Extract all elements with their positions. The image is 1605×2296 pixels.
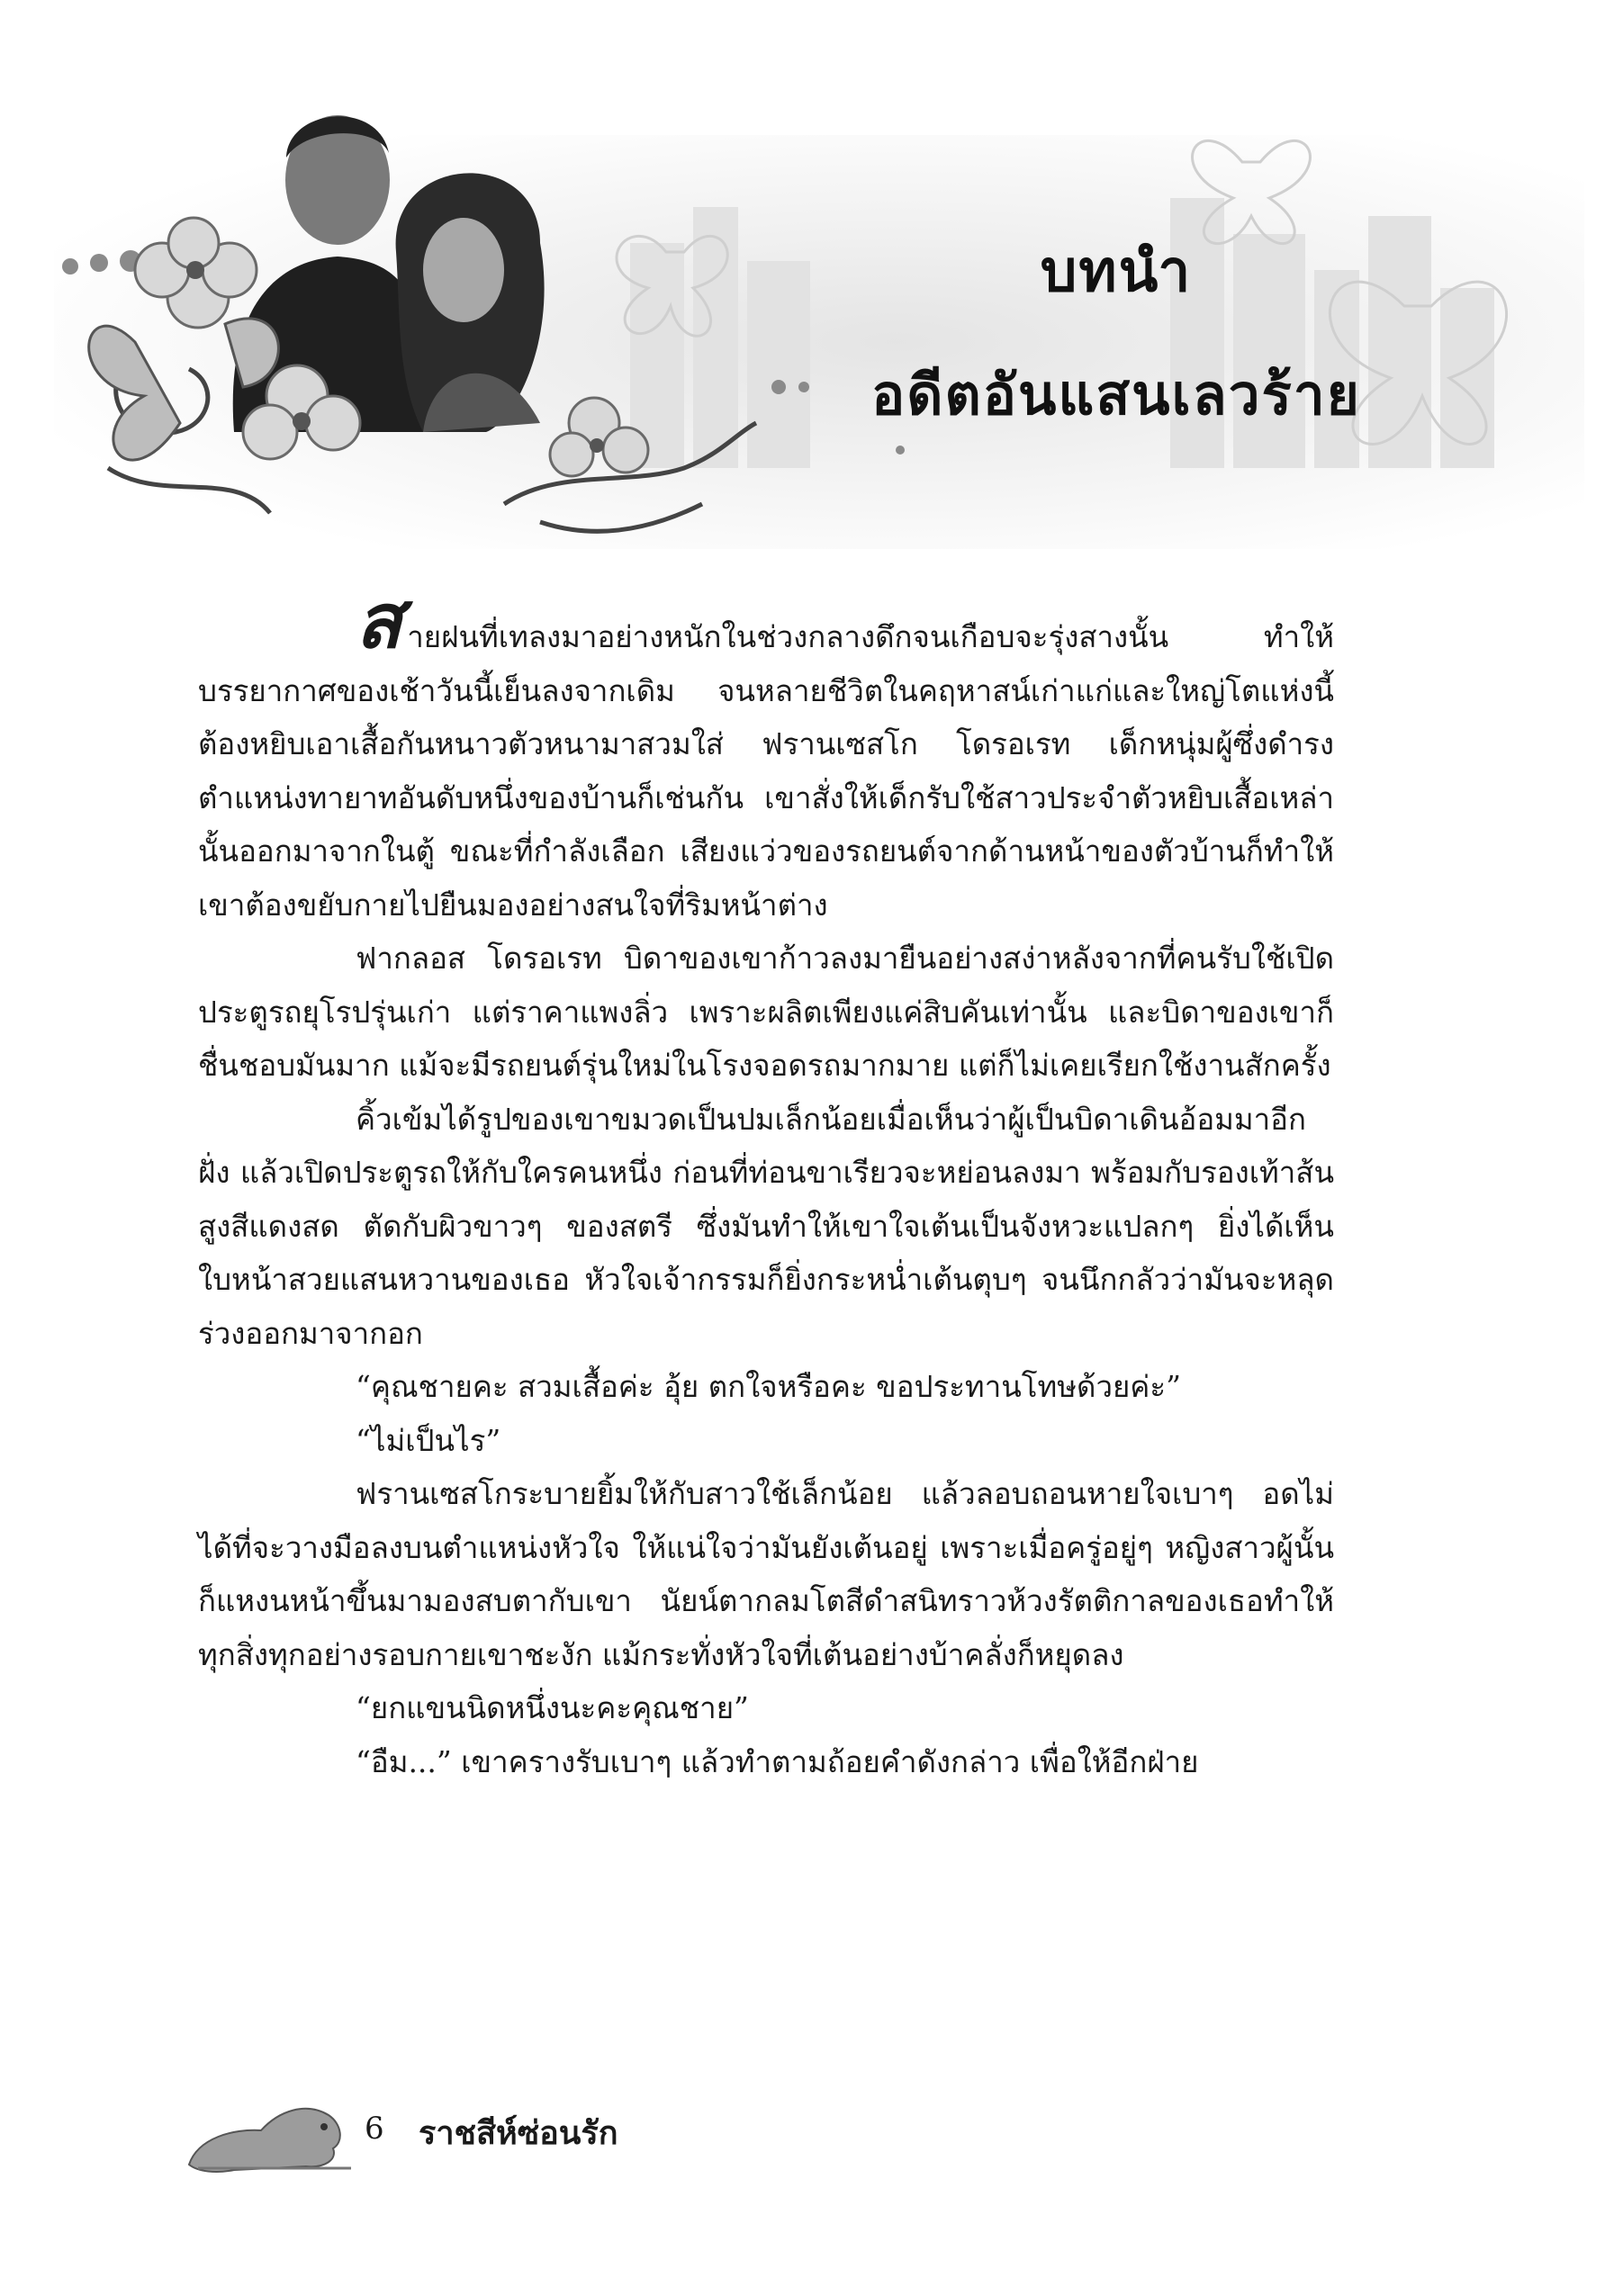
dialogue-line: “ไม่เป็นไร” bbox=[356, 1422, 501, 1458]
lion-icon bbox=[180, 2075, 360, 2183]
drop-cap: ส bbox=[356, 577, 402, 665]
paragraph bbox=[198, 577, 1334, 932]
chapter-title: บทนำ bbox=[1040, 239, 1193, 305]
paragraph: ฟรานเซสโกระบายยิ้มให้กับสาวใช้เล็กน้อย แล้วลอบถอนหายใจเบาๆ อดไม่ได้ที่จะวางมือลงบนตำแหน่งหัวใจ ให้แน่ใจว่ามันยังเต้นอยู่ เพราะเมื่อครู่อยู่ๆ หญิงสาวผู้นั้นก็แหงนหน้าขึ้นมามองสบตากับเขา นัยน์ตากลมโตสีดำสนิทราวห้วงรัตติกาลของเธอทำให้ทุกสิ่งทุกอย่างรอบกายเขาชะงัก แม้กระทั่งหัวใจที่เต้นอย่างบ้าคลั่งก็หยุดลง bbox=[198, 1476, 1334, 1672]
paragraph-text: ายฝนที่เทลงมาอย่างหนักในช่วงกลางดึกจนเกือบจะรุ่งสางนั้น ทำให้บรรยากาศของเช้าวันนี้เย็นลงจากเดิม จนหลายชีวิตในคฤหาสน์เก่าแก่และใหญ่โตแห่งนี้ต้องหยิบเอาเสื้อกันหนาวตัวหนามาสวมใส่ ฟรานเซสโก โดรอเรท เด็กหนุ่มผู้ซึ่งดำรงตำแหน่งทายาทอันดับหนึ่งของบ้านก็เช่นกัน เขาสั่งให้เด็กรับใช้สาวประจำตัวหยิบเสื้อเหล่านั้นออกมาจากในตู้ ขณะที่กำลังเลือก เสียงแว่วของรถยนต์จากด้านหน้าของตัวบ้านก็ทำให้เขาต้องขยับกายไปยืนมองอย่างสนใจที่ริมหน้าต่าง bbox=[198, 619, 1334, 923]
chapter-body bbox=[198, 577, 1334, 1788]
chapter-subtitle: อดีตอันแสนเลวร้าย bbox=[870, 362, 1361, 428]
page-number: 6 bbox=[365, 2111, 384, 2147]
dialogue-line: “ยกแขนนิดหนึ่งนะคะคุณชาย” bbox=[356, 1690, 749, 1725]
dialogue-line: “คุณชายคะ สวมเสื้อค่ะ อุ้ย ตกใจหรือคะ ขอประทานโทษด้วยค่ะ” bbox=[356, 1369, 1181, 1404]
chapter-banner bbox=[0, 0, 1605, 576]
page-footer bbox=[180, 2075, 720, 2183]
paragraph: ฟากลอส โดรอเรท บิดาของเขาก้าวลงมายืนอย่างสง่าหลังจากที่คนรับใช้เปิดประตูรถยุโรปรุ่นเก่า แต่ราคาแพงลิ่ว เพราะผลิตเพียงแค่สิบคันเท่านั้น และบิดาของเขาก็ชื่นชอบมันมาก แม้จะมีรถยนต์รุ่นใหม่ในโรงจอดรถมากมาย แต่ก็ไม่เคยเรียกใช้งานสักครั้ง bbox=[198, 941, 1334, 1083]
running-book-title: ราชสีห์ซ่อนรัก bbox=[419, 2115, 618, 2152]
paragraph: คิ้วเข้มได้รูปของเขาขมวดเป็นปมเล็กน้อยเมื่อเห็นว่าผู้เป็นบิดาเดินอ้อมมาอีกฝั่ง แล้วเปิดประตูรถให้กับใครคนหนึ่ง ก่อนที่ท่อนขาเรียวจะหย่อนลงมา พร้อมกับรองเท้าส้นสูงสีแดงสด ตัดกับผิวขาวๆ ของสตรี ซึ่งมันทำให้เขาใจเต้นเป็นจังหวะแปลกๆ ยิ่งได้เห็นใบหน้าสวยแสนหวานของเธอ หัวใจเจ้ากรรมก็ยิ่งกระหน่ำเต้นตุบๆ จนนึกกลัวว่ามันจะหลุดร่วงออกมาจากอก bbox=[198, 1101, 1334, 1351]
dialogue-line: “อืม...” เขาครางรับเบาๆ แล้วทำตามถ้อยคำดังกล่าว เพื่อให้อีกฝ่าย bbox=[356, 1743, 1199, 1779]
